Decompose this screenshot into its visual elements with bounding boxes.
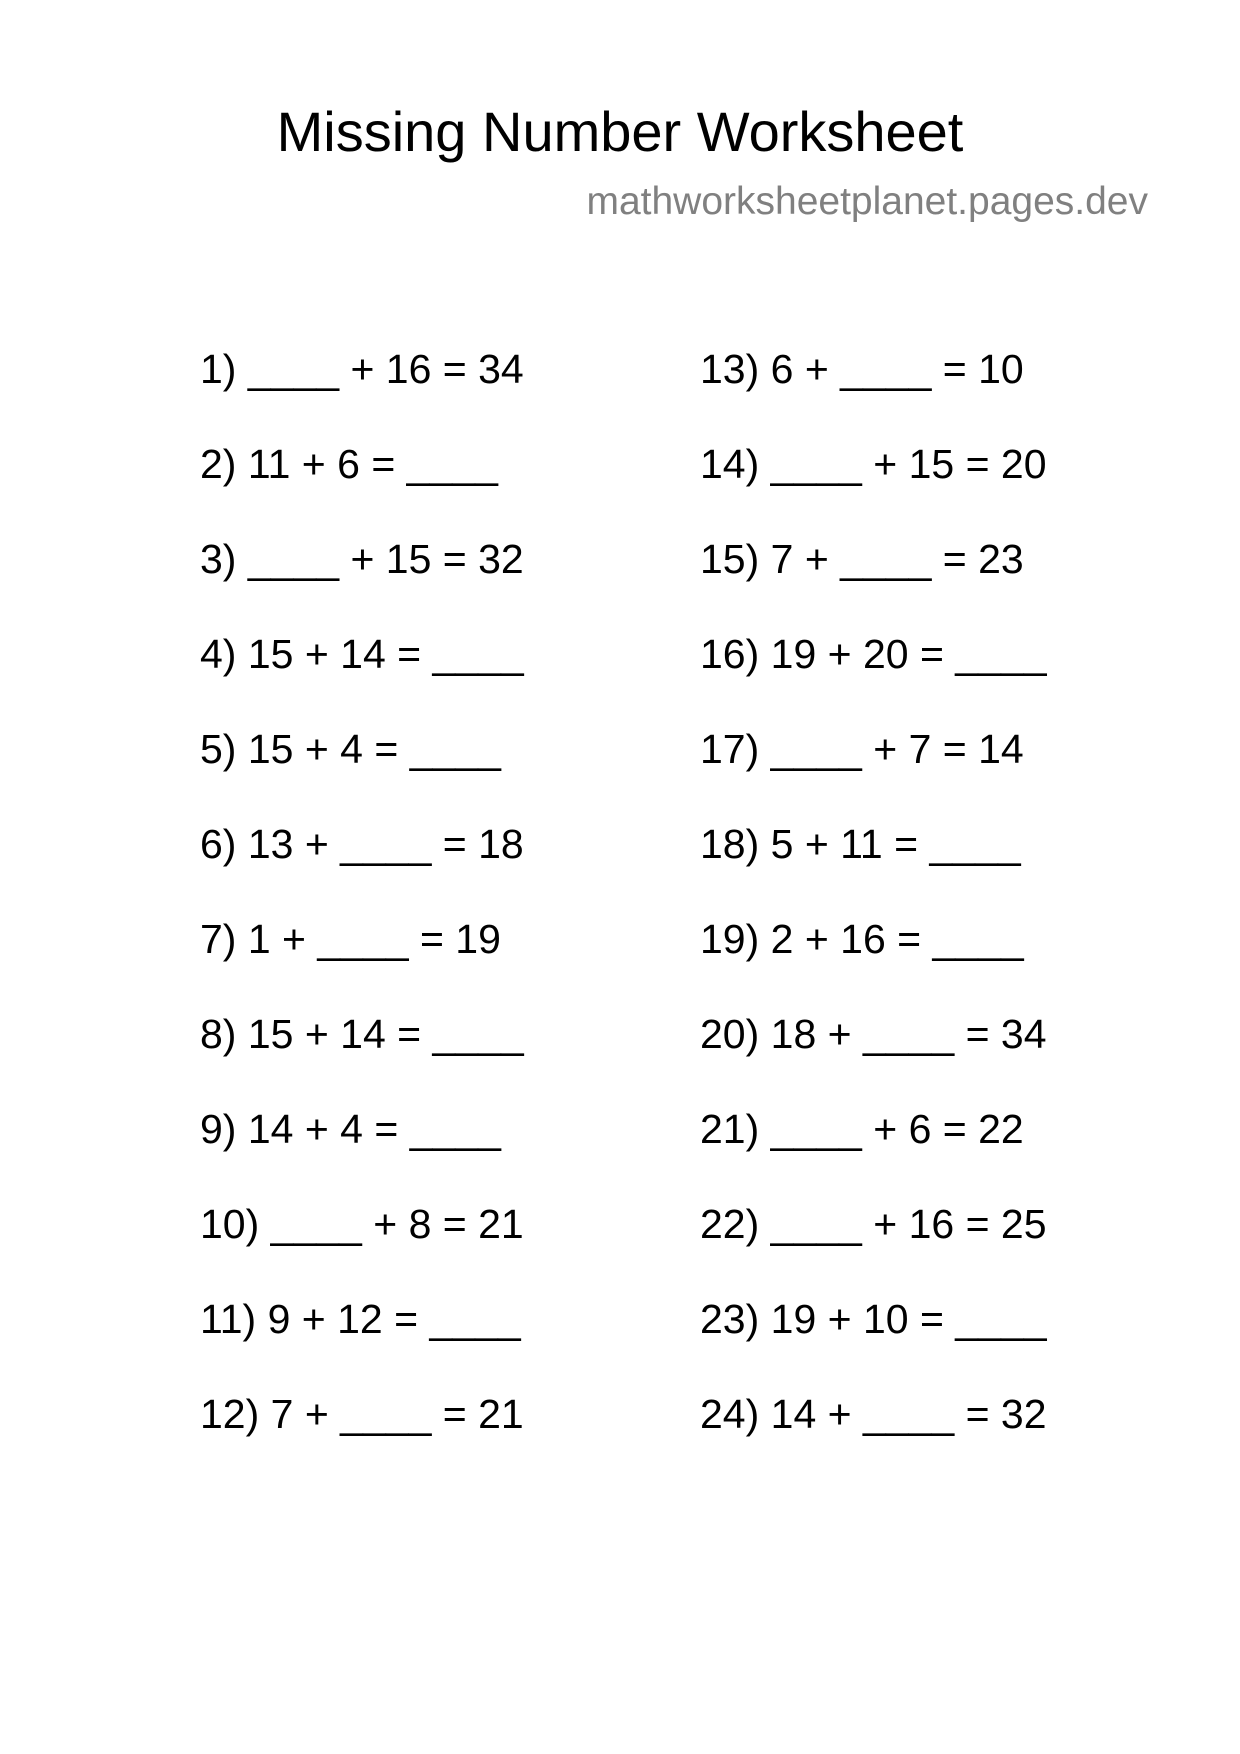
problem-6: 6) 13 + ____ = 18 [200, 821, 524, 867]
problem-17: 17) ____ + 7 = 14 [700, 726, 1024, 772]
problem-2: 2) 11 + 6 = ____ [200, 441, 498, 487]
problem-5: 5) 15 + 4 = ____ [200, 726, 501, 772]
problem-column-right [700, 345, 1047, 1485]
page-title: Missing Number Worksheet [276, 100, 964, 163]
problem-7: 7) 1 + ____ = 19 [200, 916, 501, 962]
problem-1: 1) ____ + 16 = 34 [200, 346, 524, 392]
problem-14: 14) ____ + 15 = 20 [700, 441, 1047, 487]
problem-13: 13) 6 + ____ = 10 [700, 346, 1024, 392]
problem-19: 19) 2 + 16 = ____ [700, 916, 1024, 962]
problem-11: 11) 9 + 12 = ____ [200, 1296, 521, 1342]
problem-8: 8) 15 + 14 = ____ [200, 1011, 524, 1057]
problem-column-left [200, 345, 524, 1485]
problem-22: 22) ____ + 16 = 25 [700, 1201, 1047, 1247]
problem-3: 3) ____ + 15 = 32 [200, 536, 524, 582]
problem-21: 21) ____ + 6 = 22 [700, 1106, 1024, 1152]
problem-24: 24) 14 + ____ = 32 [700, 1391, 1047, 1437]
problem-20: 20) 18 + ____ = 34 [700, 1011, 1047, 1057]
problem-18: 18) 5 + 11 = ____ [700, 821, 1021, 867]
problem-16: 16) 19 + 20 = ____ [700, 631, 1047, 677]
problem-15: 15) 7 + ____ = 23 [700, 536, 1024, 582]
problem-12: 12) 7 + ____ = 21 [200, 1391, 524, 1437]
problem-23: 23) 19 + 10 = ____ [700, 1296, 1047, 1342]
problem-4: 4) 15 + 14 = ____ [200, 631, 524, 677]
problem-9: 9) 14 + 4 = ____ [200, 1106, 501, 1152]
source-url: mathworksheetplanet.pages.dev [586, 180, 1148, 223]
problem-10: 10) ____ + 8 = 21 [200, 1201, 524, 1247]
